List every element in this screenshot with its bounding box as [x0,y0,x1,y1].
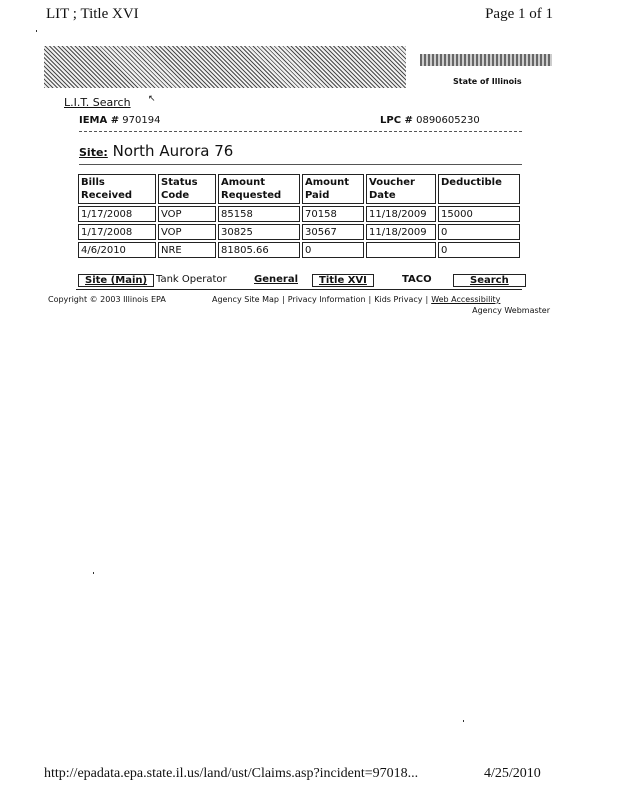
section-nav [76,273,522,290]
banner-graphic [420,54,552,66]
print-page-number: Page 1 of 1 [485,6,553,22]
state-label: State of Illinois [453,77,522,86]
table-header-row [78,174,520,204]
scan-speck [93,572,94,574]
cell-amount-paid: 0 [302,242,364,258]
print-footer-url: http://epadata.epa.state.il.us/land/ust/Claims.asp?incident=97018... [44,766,419,781]
cell-bills-received: 4/6/2010 [78,242,156,258]
footer-link-webmaster[interactable]: Agency Webmaster [472,306,550,315]
table-row [78,206,520,222]
cell-amount-paid: 70158 [302,206,364,222]
col-voucher-date: Voucher Date [366,174,436,204]
agency-banner-logo [44,46,406,88]
footer-link-privacy[interactable]: Privacy Information [287,295,366,304]
claims-table [76,172,522,260]
cell-amount-requested: 30825 [218,224,300,240]
scan-speck [463,720,464,722]
cell-deductible: 0 [438,224,520,240]
print-header-title: LIT ; Title XVI [46,6,139,22]
cell-voucher-date [366,242,436,258]
lpc-label: LPC # [380,115,413,126]
iema-label: IEMA # [79,115,120,126]
cell-bills-received: 1/17/2008 [78,206,156,222]
col-amount-requested: Amount Requested [218,174,300,204]
divider [79,131,522,132]
col-deductible: Deductible [438,174,520,204]
nav-general[interactable]: General [254,274,298,285]
copyright-notice: Copyright © 2003 Illinois EPA [48,295,166,304]
lit-search-link[interactable]: L.I.T. Search [64,96,131,109]
cursor-icon: ↖ [148,94,156,104]
footer-links: Agency Site Map | Privacy Information | Kids Privacy | Web Accessibility [212,295,501,304]
cell-bills-received: 1/17/2008 [78,224,156,240]
table-row [78,242,520,258]
nav-search[interactable]: Search [453,274,526,287]
cell-status-code: NRE [158,242,216,258]
col-bills-received: Bills Received [78,174,156,204]
site-name: North Aurora 76 [112,142,234,160]
nav-title-xvi[interactable]: Title XVI [312,274,374,287]
print-footer-date: 4/25/2010 [484,766,541,781]
site-heading [79,142,233,160]
cell-deductible: 15000 [438,206,520,222]
scan-speck [36,30,37,32]
cell-status-code: VOP [158,206,216,222]
table-row [78,224,520,240]
site-label: Site: [79,146,108,159]
nav-taco[interactable]: TACO [402,274,432,285]
cell-voucher-date: 11/18/2009 [366,224,436,240]
cell-deductible: 0 [438,242,520,258]
iema-number [79,115,160,126]
footer-link-accessibility[interactable]: Web Accessibility [431,295,501,304]
cell-amount-requested: 81805.66 [218,242,300,258]
iema-value: 970194 [122,115,161,126]
cell-amount-requested: 85158 [218,206,300,222]
footer-link-kids-privacy[interactable]: Kids Privacy [374,295,423,304]
col-amount-paid: Amount Paid [302,174,364,204]
col-status-code: Status Code [158,174,216,204]
nav-site-main[interactable]: Site (Main) [78,274,154,287]
footer-link-site-map[interactable]: Agency Site Map [212,295,280,304]
cell-voucher-date: 11/18/2009 [366,206,436,222]
lpc-number [380,115,480,126]
cell-status-code: VOP [158,224,216,240]
divider [79,164,522,165]
cell-amount-paid: 30567 [302,224,364,240]
nav-tank-operator[interactable]: Tank Operator [156,274,227,285]
lpc-value: 0890605230 [416,115,480,126]
